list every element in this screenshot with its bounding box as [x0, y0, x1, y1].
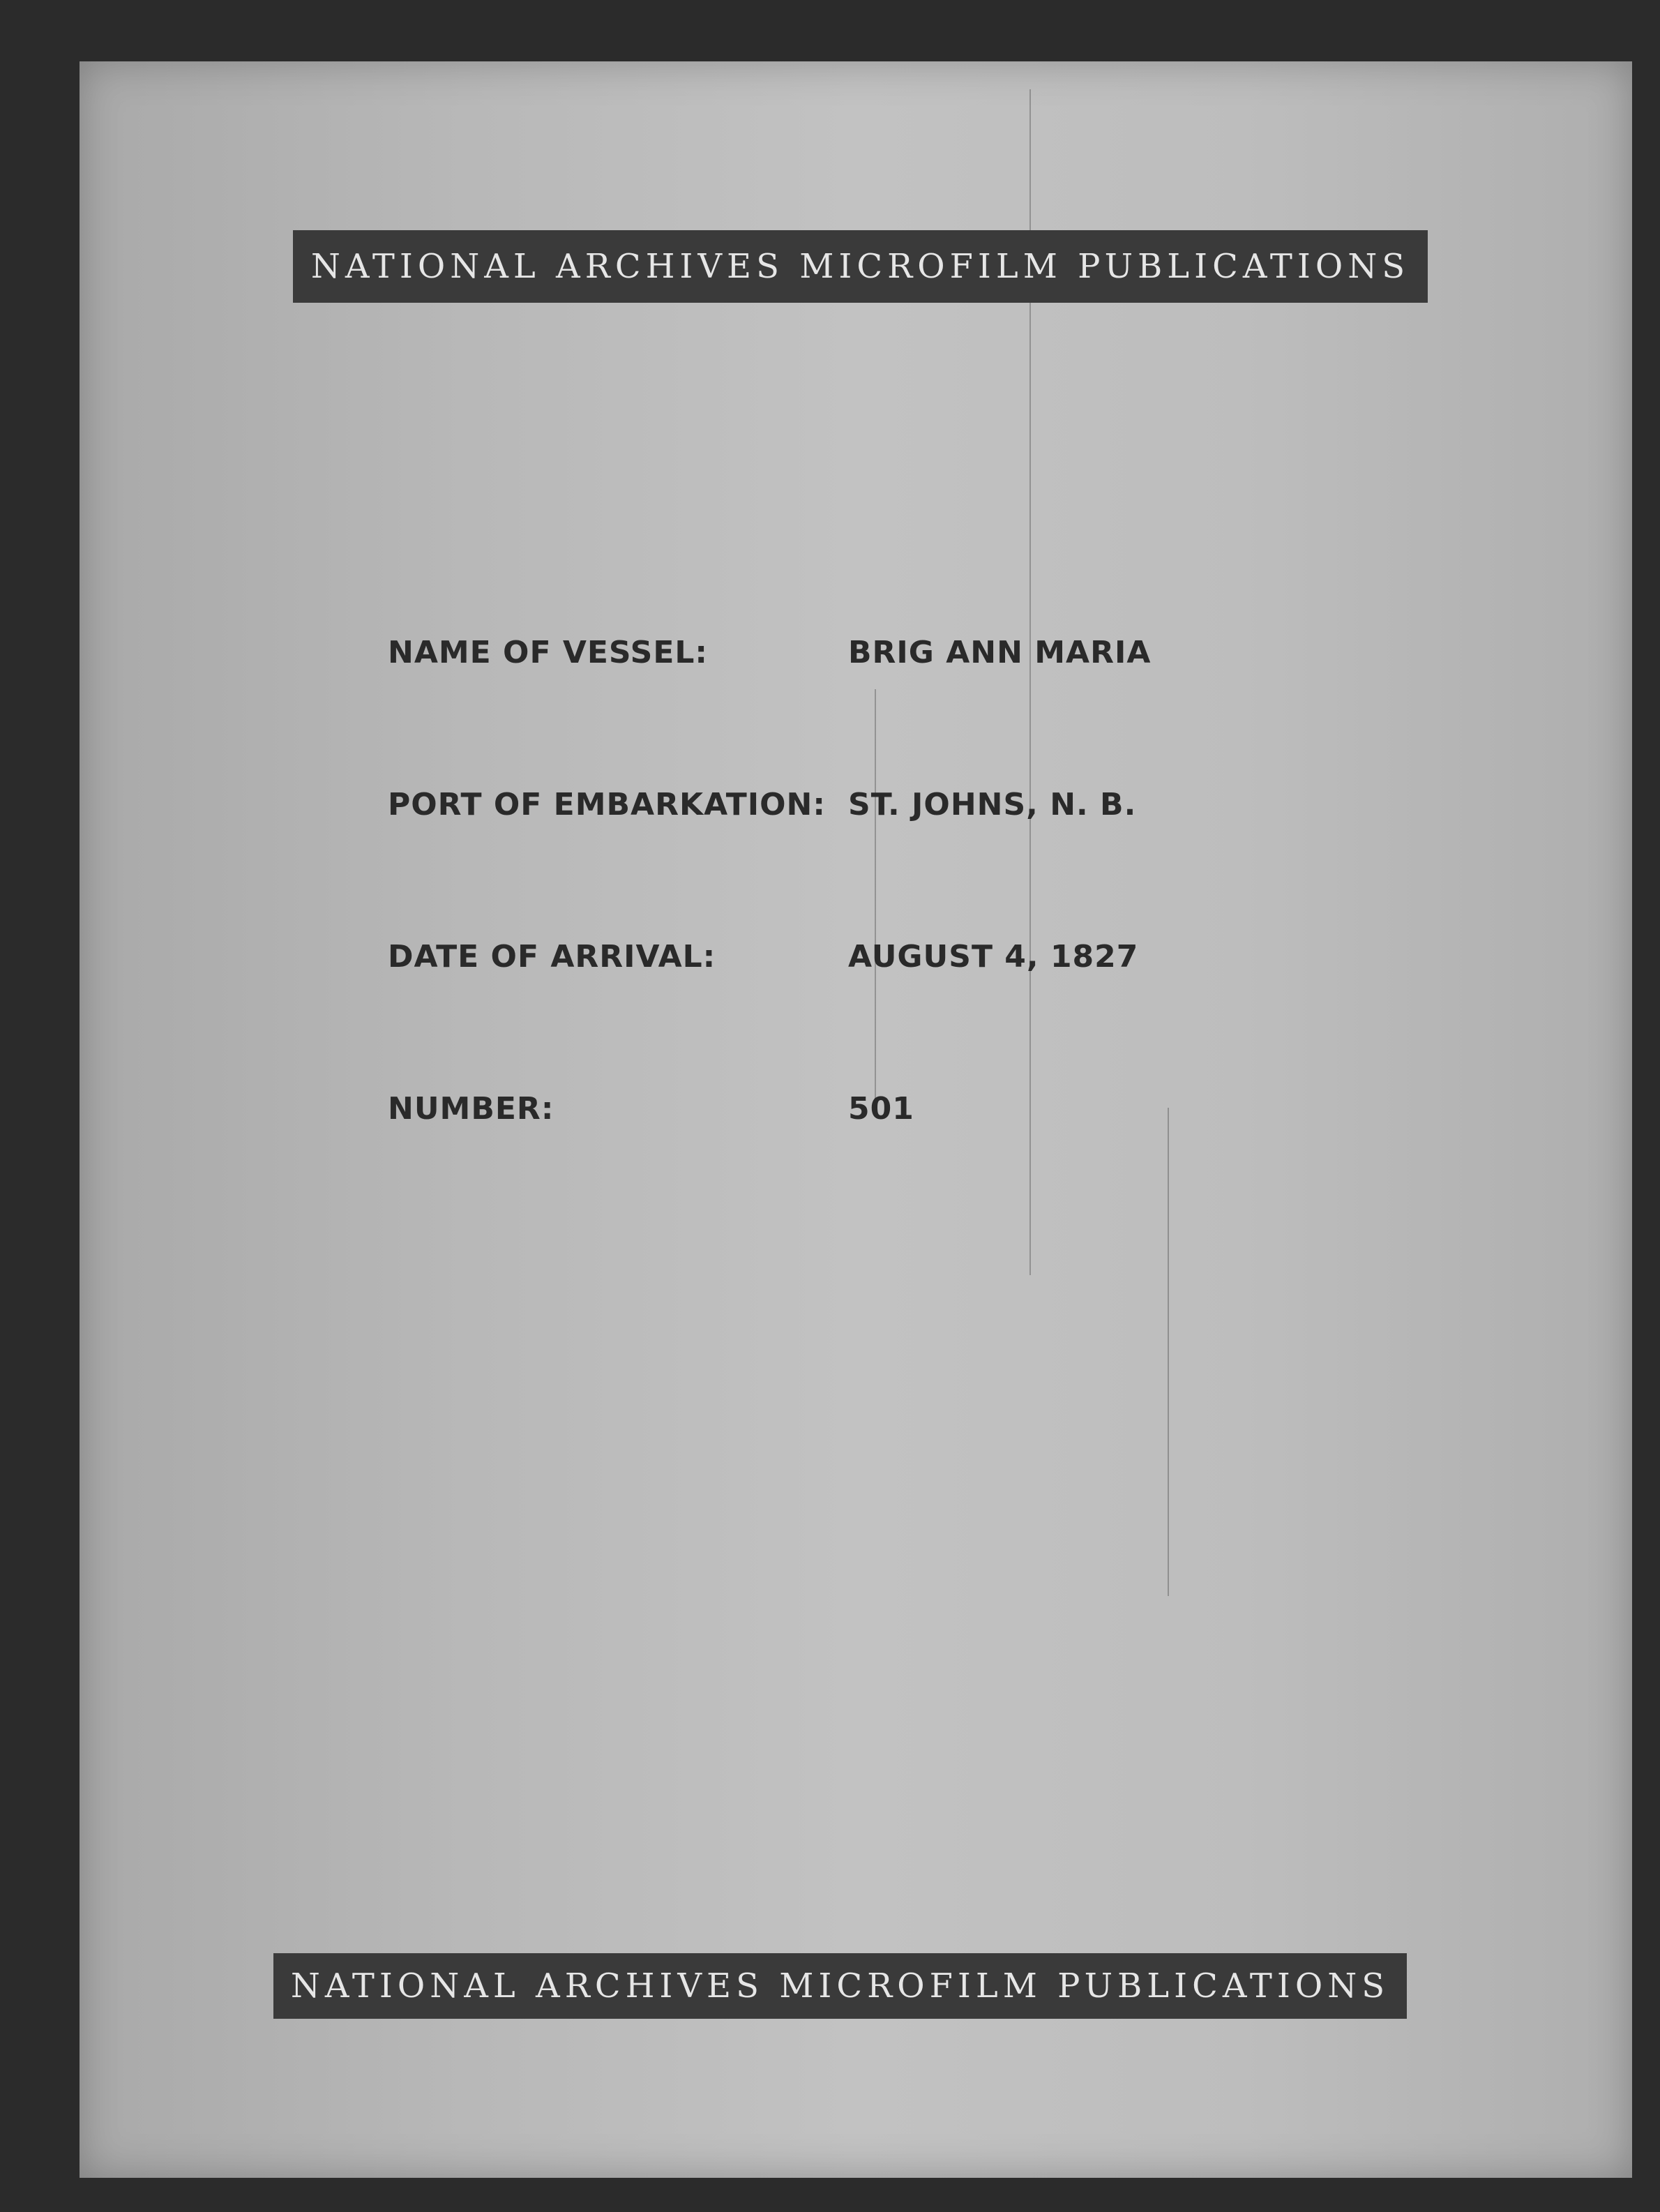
arrival-date-value: AUGUST 4, 1827 — [848, 939, 1139, 975]
arrival-date-label: DATE OF ARRIVAL: — [388, 939, 716, 975]
number-value: 501 — [848, 1091, 914, 1127]
port-label: PORT OF EMBARKATION: — [388, 787, 826, 822]
field-row-arrival-date — [388, 939, 1295, 1091]
field-row-port — [388, 787, 1295, 939]
header-banner-text: NATIONAL ARCHIVES MICROFILM PUBLICATIONS — [310, 247, 1410, 286]
vessel-value: BRIG ANN MARIA — [848, 635, 1152, 670]
footer-banner — [273, 1953, 1407, 2019]
footer-banner-text: NATIONAL ARCHIVES MICROFILM PUBLICATIONS — [290, 1966, 1390, 2006]
record-fields — [388, 635, 1295, 1243]
number-label: NUMBER: — [388, 1091, 554, 1127]
field-row-vessel — [388, 635, 1295, 787]
field-row-number — [388, 1091, 1295, 1243]
port-value: ST. JOHNS, N. B. — [848, 787, 1137, 822]
vessel-label: NAME OF VESSEL: — [388, 635, 709, 670]
header-banner — [293, 230, 1428, 303]
